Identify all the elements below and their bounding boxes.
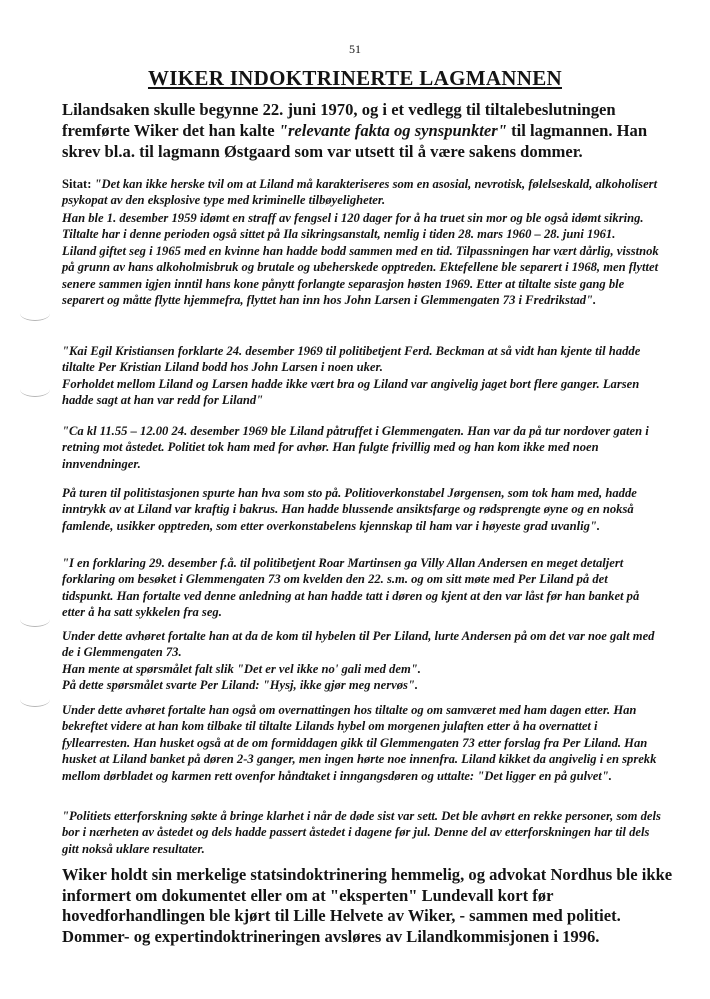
quote-paragraph-9 bbox=[62, 808, 662, 857]
intro-quoted-phrase: "relevante fakta og synspunkter" bbox=[278, 121, 507, 140]
intro-text-after: til lagmannen. Han skrev bl.a. til lagmann Østgaard som var utsett til å være sakens dommer. bbox=[62, 121, 648, 161]
quote-paragraph-5 bbox=[62, 485, 662, 534]
margin-binding-mark bbox=[20, 306, 50, 321]
margin-binding-mark bbox=[20, 382, 50, 397]
quote-paragraph-7 bbox=[62, 628, 662, 694]
page-title: WIKER INDOKTRINERTE LAGMANNEN bbox=[147, 66, 562, 90]
quote-text-9: "Politiets etterforskning søkte å bringe klarhet i når de døde sist var sett. Det ble avhørt en rekke personer, som dels bor i nærheten av åstedet og dels hadde passert åstedet i dagene før jul. Denne del av etterforskningen har til dels gitt nokså uklare resultater. bbox=[62, 809, 661, 856]
quote-text-4: "Ca kl 11.55 – 12.00 24. desember 1969 ble Liland påtruffet i Glemmengaten. Han var da på tur nordover gaten i retning mot åstedet. Politiet tok ham med for avhør. Han fulgte frivillig med og han kom ikke med noen innvendninger. bbox=[62, 424, 649, 471]
quote-text-8: Under dette avhøret fortalte han også om overnattingen hos tiltalte og om samværet med ham dagen etter. Han bekreftet videre at han kom tilbake til tiltalte Lilands hybel om morgenen julaften etter å ha overnattet i fyllearresten. Han husket også at de om formiddagen gikk til Glemmengaten 73 etter forslag fra Per Liland. Han husket at Liland banket på døren 2-3 ganger, men ingen hørte noe innenfra. Liland kikket da angivelig i en sprekk mellom dørbladet og karmen rett ovenfor håndtaket i inngangsdøren og uttalte: "Det ligger en på gulvet". bbox=[62, 703, 657, 783]
intro-paragraph bbox=[62, 99, 682, 162]
quote-text-7: Under dette avhøret fortalte han at da de kom til hybelen til Per Liland, lurte Andersen på om det var noe galt med de i Glemmengaten 73. Han mente at spørsmålet falt slik "Det er vel ikke no' gali med dem". På dette spørsmålet svarte Per Liland: "Hysj, ikke gjør meg nervøs". bbox=[62, 629, 655, 693]
quote-paragraph-2 bbox=[62, 210, 662, 308]
quote-text-5: På turen til politistasjonen spurte han hva som sto på. Politioverkonstabel Jørgensen, som tok ham med, hadde inntrykk av at Liland var kraftig i bakrus. Han hadde blussende ansiktsfarge og rødsprengte øyne og en nokså famlende, usikker opptreden, som etter overkonstabelens kjennskap til ham var i høyeste grad uvanlig". bbox=[62, 486, 637, 533]
quote-paragraph-1 bbox=[62, 176, 662, 209]
sitat-label: Sitat: bbox=[62, 177, 92, 191]
margin-binding-mark bbox=[20, 612, 50, 627]
conclusion-paragraph: Wiker holdt sin merkelige statsindoktrinering hemmelig, og advokat Nordhus ble ikke informert om dokumentet eller om at "eksperten" Lundevall kort før hovedforhandlingen ble kjørt til Lille Helvete av Wiker, - sammen med politiet. Dommer- og expertindoktrineringen avsløres av Lilandkommisjonen i 1996. bbox=[62, 865, 673, 946]
page-number: 51 bbox=[349, 42, 361, 56]
quote-paragraph-8 bbox=[62, 702, 662, 784]
quote-text-3: "Kai Egil Kristiansen forklarte 24. desember 1969 til politibetjent Ferd. Beckman at så vidt han kjente til hadde tiltalte Per Kristian Liland bodd hos John Larsen i noen uker. Forholdet mellom Liland og Larsen hadde ikke vært bra og Liland var angivelig jaget bort flere ganger. Larsen hadde sagt at han var redd for Liland" bbox=[62, 344, 641, 408]
margin-binding-mark bbox=[20, 692, 50, 707]
intro-text-before: Lilandsaken skulle begynne 22. juni 1970, og i et vedlegg til tiltalebeslutningen fremførte Wiker det han kalte bbox=[62, 100, 616, 140]
quote-text-2: Han ble 1. desember 1959 idømt en straff av fengsel i 120 dager for å ha truet sin mor og ble også idømt sikring. Tiltalte har i denne perioden også sittet på Ila sikringsanstalt, nemlig i tiden 28. mars 1960 – 28. juni 1961. Liland giftet seg i 1965 med en kvinne han hadde bodd sammen med en tid. Tilpassningen har vært dårlig, visstnok på grunn av hans alkoholmisbruk og brutale og ubeherskede opptreden. Ektefellene ble separert i 1968, men flyttet senere sammen igjen inntil hans kone pånytt forlangte separasjon høsten 1969. Etter at tiltalte siste gang ble separert og måtte flytte hjemmefra, flyttet han inn hos John Larsen i Glemmengaten 73 i Fredrikstad". bbox=[62, 211, 659, 308]
quote-paragraph-4 bbox=[62, 423, 662, 472]
quote-paragraph-3 bbox=[62, 343, 662, 409]
quote-paragraph-6 bbox=[62, 555, 662, 621]
quote-text-1: "Det kan ikke herske tvil om at Liland må karakteriseres som en asosial, nevrotisk, følelseskald, alkoholisert psykopat av den eksplosive type med kriminelle tilbøyeligheter. bbox=[62, 177, 658, 208]
quote-text-6: "I en forklaring 29. desember f.å. til politibetjent Roar Martinsen ga Villy Allan Andersen en meget detaljert forklaring om besøket i Glemmengaten 73 om kvelden den 22. s.m. og om sitt møte med Per Liland på det tidspunkt. Han fortalte ved denne anledning at han hadde tatt i døren og kjent at den var låst før han banket på etter å ha satt sykkelen fra seg. bbox=[62, 556, 640, 620]
